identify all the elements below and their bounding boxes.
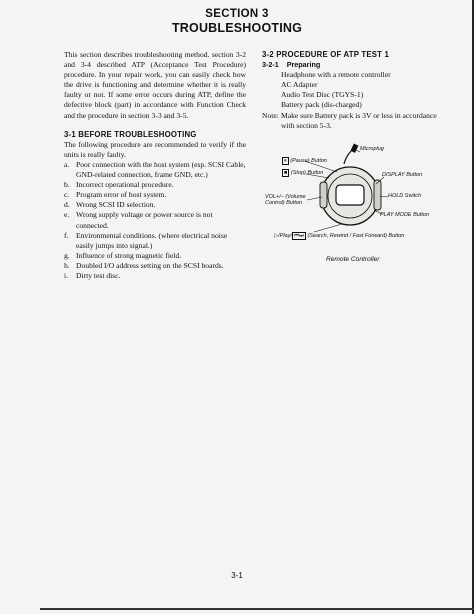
list-item-text: Doubled I/O address setting on the SCSI boards. bbox=[76, 260, 224, 270]
list-item-text: Program error of host system. bbox=[76, 190, 167, 200]
before-list-item bbox=[64, 190, 246, 200]
before-list-item bbox=[64, 200, 246, 210]
preparing-item: Battery pack (dis-charged) bbox=[281, 100, 362, 110]
before-troubleshooting-heading: 3-1 BEFORE TROUBLESHOOTING bbox=[64, 129, 197, 139]
before-list bbox=[64, 160, 246, 281]
stop-icon: ■ bbox=[284, 170, 288, 176]
preparing-number: 3-2-1 bbox=[262, 60, 279, 70]
atp-heading: 3-2 PROCEDURE OF ATP TEST 1 bbox=[262, 50, 389, 59]
section-title: TROUBLESHOOTING bbox=[171, 21, 303, 35]
preparing-item: AC Adapter bbox=[281, 80, 318, 90]
before-lead: The following procedure are recommended to verify if the units is really faulty. bbox=[64, 139, 246, 159]
stop-label: (Stop) Button bbox=[290, 170, 324, 176]
note-label: Note: bbox=[262, 110, 279, 120]
pause-icon: ⏸ bbox=[284, 158, 287, 164]
stop-button-callout bbox=[282, 170, 323, 176]
section-number: SECTION 3 bbox=[205, 8, 269, 20]
preparing-list bbox=[262, 70, 448, 110]
play-search-button-callout bbox=[274, 233, 417, 239]
before-list-item bbox=[64, 231, 246, 251]
left-column bbox=[64, 50, 246, 281]
list-item-text: Wrong SCSI ID selection. bbox=[76, 200, 156, 210]
list-item-letter: d. bbox=[64, 200, 70, 210]
list-item-text: Influence of strong magnetic field. bbox=[76, 250, 182, 260]
before-list-item bbox=[64, 251, 246, 261]
play-mode-button-callout: PLAY MODE Button bbox=[380, 212, 430, 218]
play-icon: ▷/Play/ bbox=[274, 233, 292, 239]
page-number: 3-1 bbox=[231, 571, 243, 580]
list-item-letter: a. bbox=[64, 159, 70, 169]
pause-label: (Pause) Button bbox=[290, 158, 327, 164]
before-list-item bbox=[64, 271, 246, 281]
list-item-text: Incorrect operational procedure. bbox=[76, 180, 174, 190]
display-button-callout: DISPLAY Button bbox=[382, 172, 423, 178]
list-item-text: Wrong supply voltage or power source is not connected. bbox=[76, 210, 213, 230]
hold-switch-callout: HOLD Switch bbox=[388, 193, 422, 199]
before-list-item bbox=[64, 210, 246, 230]
note-text: Make sure Battery pack is 3V or less in accordance with section 5-3. bbox=[281, 110, 437, 130]
before-list-item bbox=[64, 261, 246, 271]
list-item-letter: h. bbox=[64, 260, 70, 270]
list-item-letter: f. bbox=[64, 230, 69, 240]
list-item-text: Dirty test disc. bbox=[76, 270, 121, 280]
list-item-letter: c. bbox=[64, 190, 70, 200]
preparing-item: Audio Test Disc (TGYS-1) bbox=[281, 90, 364, 100]
remote-controller-diagram bbox=[262, 142, 448, 263]
search-label-line: (Search, Rewind / Fast Forward) Button bbox=[307, 233, 405, 239]
pause-button-callout bbox=[282, 158, 327, 164]
volume-button-callout: VOL+/– (Volume Control) Button bbox=[265, 194, 306, 207]
intro-paragraph: This section describes troubleshooting method. section 3-2 and 3-4 described ATP (Acceptance Test Procedure) procedure. In your repair work, you can easily check how the drive is functioning and determine whether it is really faulty or not. If some error occurs during ATP, define the defective block (part) in accordance with Function Check and the procedure in section 3-3 and 3-5. bbox=[64, 50, 246, 120]
list-item-letter: e. bbox=[64, 210, 70, 220]
search-icon: ⏮⏭ bbox=[294, 233, 304, 239]
before-list-item bbox=[64, 180, 246, 190]
right-column bbox=[262, 50, 448, 131]
list-item-text: Poor connection with the host system (esp. SCSI Cable, GND-related connection, frame GND, etc.) bbox=[76, 159, 246, 180]
note bbox=[262, 111, 448, 131]
bottom-scan-edge bbox=[40, 608, 474, 610]
preparing-subheading bbox=[262, 60, 448, 70]
list-item-letter: i. bbox=[64, 270, 69, 280]
preparing-title: Preparing bbox=[286, 60, 321, 70]
diagram-caption: Remote Controller bbox=[326, 256, 380, 263]
list-item-text: Environmental conditions. (where electrical noise easily jumps into signal.) bbox=[76, 230, 228, 250]
preparing-item: Headphone with a remote controller bbox=[281, 70, 391, 80]
before-list-item bbox=[64, 160, 246, 180]
list-item-letter: b. bbox=[64, 180, 70, 190]
list-item-letter: g. bbox=[64, 250, 70, 260]
microplug-callout: Microplug bbox=[360, 146, 384, 152]
